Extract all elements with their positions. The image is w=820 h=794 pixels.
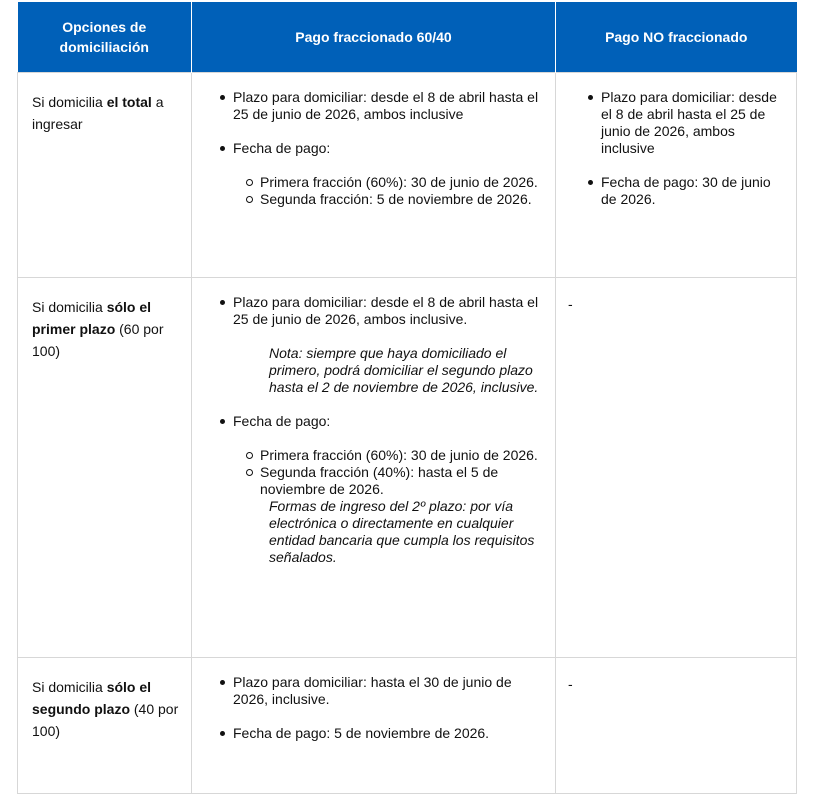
fecha-item: Fecha de pago: Primera fracción (60%): 30 de junio de 2026. Segunda fracción (40%): hasta el 5 de noviembre de 2026. Formas de ingreso del 2º plazo: por vía electrónica o directamente en cualquier entidad bancaria que cumpla los requisitos señalados. (233, 413, 545, 566)
fraccion-item: Segunda fracción: 5 de noviembre de 2026. (260, 191, 545, 208)
table-row (18, 278, 797, 658)
fraccion-item: Segunda fracción (40%): hasta el 5 de noviembre de 2026. Formas de ingreso del 2º plazo: por vía electrónica o directamente en cualquier entidad bancaria que cumpla los requisitos señalados. (260, 464, 545, 566)
no-fraccionado-cell (556, 278, 797, 658)
table-header-row (18, 2, 797, 73)
option-cell: Si domicilia sólo el segundo plazo (40 por 100) (18, 658, 192, 794)
table-row (18, 73, 797, 278)
fecha-item: Fecha de pago: 30 de junio de 2026. (601, 174, 786, 208)
fraccion-item: Primera fracción (60%): 30 de junio de 2026. (260, 174, 545, 191)
header-fraccionado: Pago fraccionado 60/40 (192, 2, 556, 73)
domiciliation-table (17, 2, 797, 794)
fecha-item: Fecha de pago: Primera fracción (60%): 30 de junio de 2026. Segunda fracción: 5 de noviembre de 2026. (233, 140, 545, 208)
fraccion-item: Primera fracción (60%): 30 de junio de 2026. (260, 447, 545, 464)
plazo-item: Plazo para domiciliar: desde el 8 de abril hasta el 25 de junio de 2026, ambos inclusive (601, 89, 786, 157)
fraccionado-cell (192, 73, 556, 278)
option-cell: Si domicilia el total a ingresar (18, 73, 192, 278)
plazo-item: Plazo para domiciliar: hasta el 30 de junio de 2026, inclusive. (233, 674, 545, 708)
formas-text: Formas de ingreso del 2º plazo: por vía electrónica o directamente en cualquier entidad bancaria que cumpla los requisitos señalados. (269, 498, 535, 565)
fecha-item: Fecha de pago: 5 de noviembre de 2026. (233, 725, 545, 742)
plazo-item: Plazo para domiciliar: desde el 8 de abril hasta el 25 de junio de 2026, ambos inclusive. Nota: siempre que haya domiciliado el primero, podrá domiciliar el segundo plazo hasta el 2 de noviembre de 2026, inclusive. (233, 294, 545, 396)
table-row (18, 658, 797, 794)
fraccionado-cell (192, 278, 556, 658)
no-fraccionado-cell (556, 73, 797, 278)
fraccionado-cell (192, 658, 556, 794)
empty-dash: - (568, 296, 573, 312)
nota-text: Nota: siempre que haya domiciliado el primero, podrá domiciliar el segundo plazo hasta el 2 de noviembre de 2026, inclusive. (269, 345, 539, 395)
plazo-item: Plazo para domiciliar: desde el 8 de abril hasta el 25 de junio de 2026, ambos inclusive (233, 89, 545, 123)
empty-dash: - (568, 676, 573, 692)
no-fraccionado-cell (556, 658, 797, 794)
option-cell: Si domicilia sólo el primer plazo (60 por 100) (18, 278, 192, 658)
header-opciones: Opciones de domiciliación (18, 2, 192, 73)
header-no-fraccionado: Pago NO fraccionado (556, 2, 797, 73)
